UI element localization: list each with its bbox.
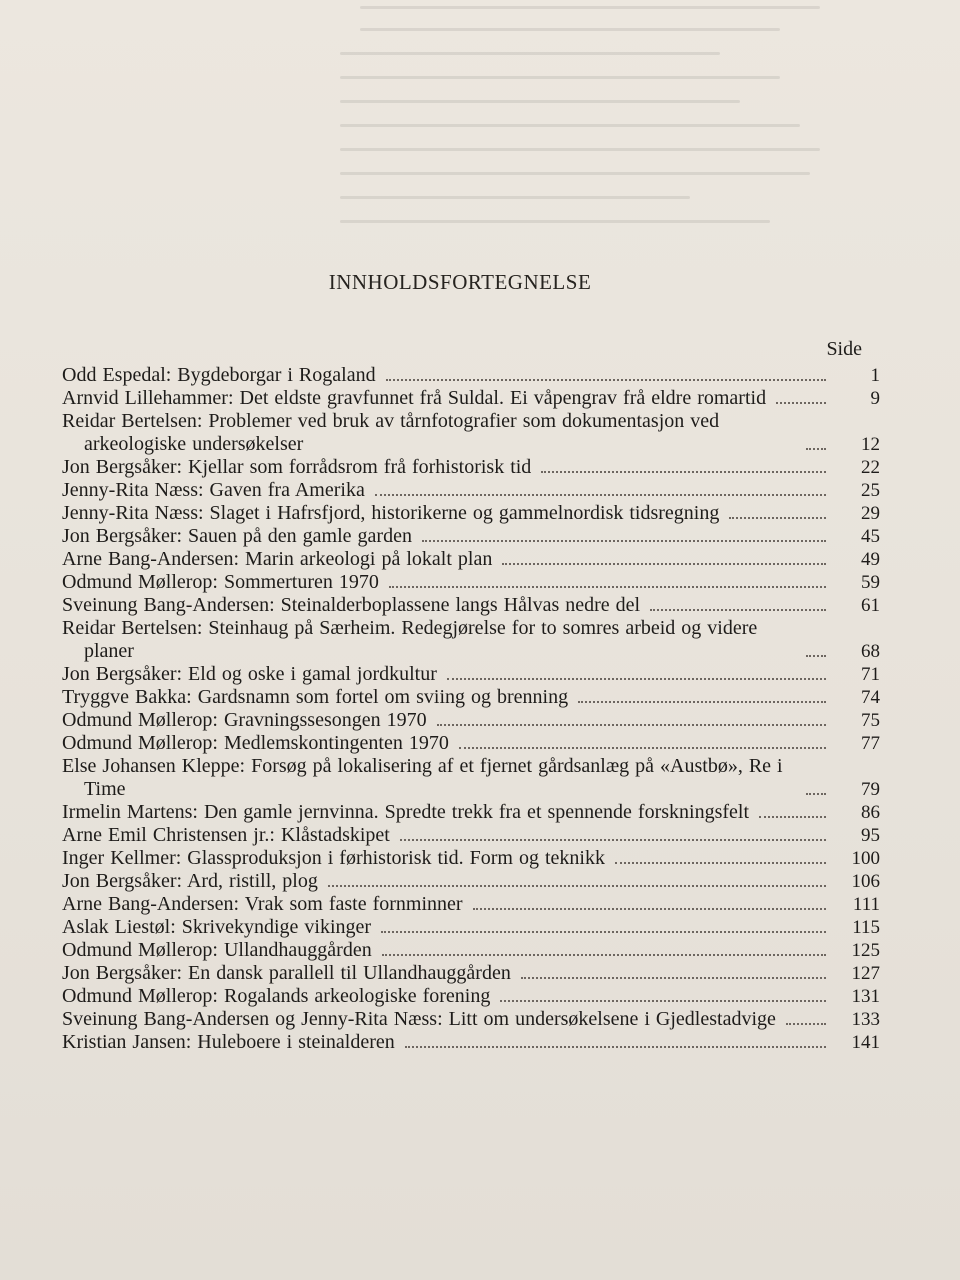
dot-leader [437,723,826,726]
toc-entry [62,755,880,801]
toc-entry [62,617,880,663]
toc-entry [62,410,880,456]
dot-leader [328,884,826,887]
entry-page-number: 71 [861,664,880,685]
toc-entry [62,571,880,594]
entry-title: Jenny-Rita Næss: Gaven fra Amerika [62,479,365,501]
toc-entry [62,847,880,870]
entry-page-number: 86 [861,802,880,823]
toc-entry [62,962,880,985]
entry-page-number: 79 [861,779,880,800]
toc-entry [62,364,880,387]
dot-leader [473,907,826,910]
entry-title: Tryggve Bakka: Gardsnamn som fortel om sviing og brenning [62,686,569,708]
entry-title: Arnvid Lillehammer: Det eldste gravfunnet frå Suldal. Ei våpengrav frå eldre romartid [62,387,767,409]
toc-entry [62,502,880,525]
toc-entry [62,686,880,709]
dot-leader [521,976,826,979]
toc-entry [62,594,880,617]
toc-entry [62,479,880,502]
toc-entry [62,824,880,847]
entry-title: Kristian Jansen: Huleboere i steinalderen [62,1031,395,1053]
entry-title: Jon Bergsåker: En dansk parallell til Ullandhauggården [62,962,511,984]
entry-title: Odmund Møllerop: Sommerturen 1970 [62,571,379,593]
dot-leader [381,930,826,933]
entry-title: Jenny-Rita Næss: Slaget i Hafrsfjord, historikerne og gammelnordisk tidsregning [62,502,720,524]
toc-entry [62,525,880,548]
toc-entry [62,732,880,755]
entry-page-number: 29 [861,503,880,524]
toc-entry [62,548,880,571]
entry-page-number: 9 [870,388,880,409]
entry-page-number: 75 [861,710,880,731]
entry-title: Jon Bergsåker: Sauen på den gamle garden [62,525,412,547]
entry-title: Else Johansen Kleppe: Forsøg på lokalisering af et fjernet gårdsanlæg på «Austbø», Re i Time [62,755,783,800]
toc-entry [62,939,880,962]
entry-page-number: 111 [852,894,880,915]
entry-title: Reidar Bertelsen: Problemer ved bruk av tårnfotografier som dokumentasjon ved arkeologiske undersøkelser [62,410,720,455]
entry-title: Sveinung Bang-Andersen og Jenny-Rita Næss: Litt om undersøkelsene i Gjedlestadvige [62,1008,776,1030]
entry-title: Sveinung Bang-Andersen: Steinalderboplassene langs Hålvas nedre del [62,594,641,616]
dot-leader [776,401,826,404]
entry-page-number: 131 [851,986,880,1007]
dot-leader [806,654,826,657]
dot-leader [386,378,826,381]
dot-leader [786,1022,826,1025]
toc-entry [62,870,880,893]
entry-title: Jon Bergsåker: Ard, ristill, plog [62,870,318,892]
entry-page-number: 25 [861,480,880,501]
dot-leader [759,815,826,818]
entry-title: Odmund Møllerop: Medlemskontingenten 1970 [62,732,449,754]
entry-title: Arne Emil Christensen jr.: Klåstadskipet [62,824,390,846]
entry-page-number: 125 [851,940,880,961]
entry-title: Irmelin Martens: Den gamle jernvinna. Spredte trekk fra et spennende forskningsfelt [62,801,750,823]
dot-leader [500,999,826,1002]
entry-page-number: 12 [861,434,880,455]
toc-entry [62,663,880,686]
entry-title: Odd Espedal: Bygdeborgar i Rogaland [62,364,376,386]
entry-page-number: 127 [851,963,880,984]
page-column-label: Side [826,338,862,360]
toc-entry [62,709,880,732]
entry-title: Jon Bergsåker: Eld og oske i gamal jordkultur [62,663,437,685]
entry-page-number: 95 [861,825,880,846]
dot-leader [650,608,826,611]
entry-page-number: 115 [852,917,880,938]
entry-page-number: 61 [861,595,880,616]
dot-leader [806,792,826,795]
dot-leader [729,516,826,519]
entry-title: Aslak Liestøl: Skrivekyndige vikinger [62,916,372,938]
dot-leader [389,585,826,588]
entry-title: Arne Bang-Andersen: Vrak som faste fornminner [62,893,463,915]
entry-page-number: 100 [851,848,880,869]
toc-entry [62,985,880,1008]
dot-leader [615,861,826,864]
dot-leader [459,746,826,749]
entry-page-number: 49 [861,549,880,570]
dot-leader [405,1045,826,1048]
toc-entry [62,1008,880,1031]
show-through-text [40,0,920,250]
entry-page-number: 133 [851,1009,880,1030]
entry-page-number: 106 [851,871,880,892]
dot-leader [806,447,826,450]
entry-page-number: 68 [861,641,880,662]
entry-title: Odmund Møllerop: Ullandhauggården [62,939,372,961]
dot-leader [541,470,826,473]
entry-title: Jon Bergsåker: Kjellar som forrådsrom frå forhistorisk tid [62,456,532,478]
dot-leader [502,562,826,565]
dot-leader [382,953,826,956]
entry-page-number: 77 [861,733,880,754]
entry-page-number: 45 [861,526,880,547]
entry-title: Odmund Møllerop: Rogalands arkeologiske forening [62,985,491,1007]
dot-leader [375,493,826,496]
toc-entry [62,387,880,410]
dot-leader [422,539,826,542]
entry-title: Inger Kellmer: Glassproduksjon i førhistorisk tid. Form og teknikk [62,847,605,869]
dot-leader [578,700,826,703]
entry-page-number: 74 [861,687,880,708]
toc-heading: INNHOLDSFORTEGNELSE [328,270,592,294]
toc-entry [62,456,880,479]
table-of-contents [62,364,880,1054]
entry-page-number: 59 [861,572,880,593]
entry-title: Arne Bang-Andersen: Marin arkeologi på lokalt plan [62,548,493,570]
toc-entry [62,893,880,916]
entry-page-number: 141 [851,1032,880,1053]
entry-page-number: 1 [870,365,880,386]
entry-title: Reidar Bertelsen: Steinhaug på Særheim. Redegjørelse for to somres arbeid og videre planer [62,617,758,662]
entry-page-number: 22 [861,457,880,478]
toc-entry [62,1031,880,1054]
entry-title: Odmund Møllerop: Gravningssesongen 1970 [62,709,427,731]
toc-entry [62,916,880,939]
dot-leader [447,677,826,680]
dot-leader [400,838,826,841]
toc-entry [62,801,880,824]
